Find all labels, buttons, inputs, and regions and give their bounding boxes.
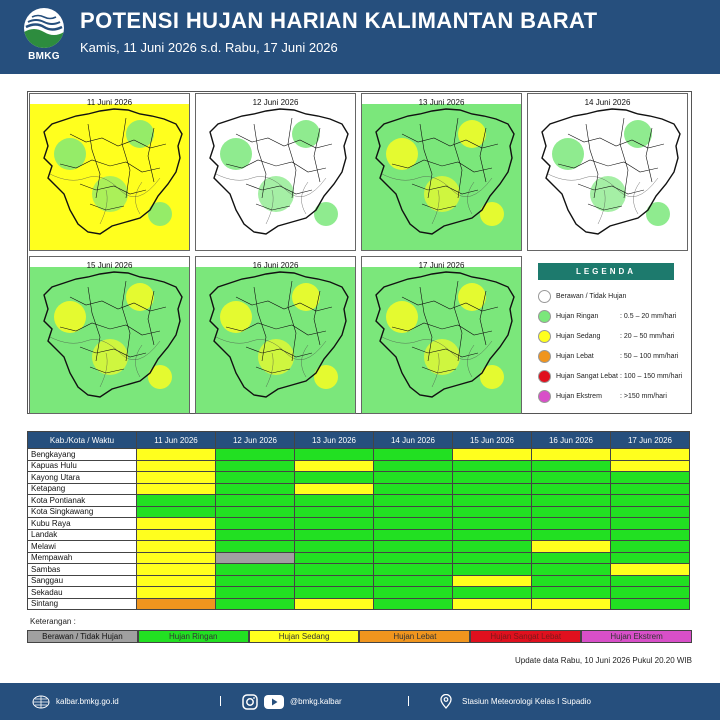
province-map	[528, 94, 688, 251]
rain-level-cell	[295, 587, 374, 599]
rain-level-cell	[374, 564, 453, 576]
table-header-row	[28, 432, 690, 449]
legend-item	[538, 330, 688, 344]
rain-level-cell	[532, 506, 611, 518]
table-header-date: 15 Jun 2026	[453, 432, 532, 449]
rain-level-cell	[137, 529, 216, 541]
rain-level-cell	[216, 529, 295, 541]
footer-social[interactable]	[242, 683, 342, 720]
rain-level-cell	[532, 472, 611, 484]
map-date-label: 15 Juni 2026	[86, 261, 133, 270]
rain-level-cell	[295, 575, 374, 587]
rain-level-cell	[295, 472, 374, 484]
rain-level-cell	[453, 472, 532, 484]
rain-level-cell	[216, 449, 295, 461]
rain-level-cell	[453, 575, 532, 587]
legend-label: Hujan Sedang	[556, 333, 601, 340]
rain-blob	[148, 365, 172, 389]
legend-range: : >150 mm/hari	[620, 393, 667, 400]
update-timestamp: Update data Rabu, 10 Juni 2026 Pukul 20.20 WIB	[514, 656, 692, 665]
keterangan-key	[27, 630, 692, 643]
rain-level-cell	[453, 506, 532, 518]
footer-station	[440, 683, 591, 720]
region-name: Mempawah	[28, 552, 137, 564]
legend-swatch	[538, 310, 551, 323]
bmkg-logo	[20, 8, 68, 66]
map-date-label: 13 Juni 2026	[418, 98, 465, 107]
rain-level-cell	[295, 552, 374, 564]
footer-website-text: kalbar.bmkg.go.id	[56, 697, 119, 706]
region-name: Sanggau	[28, 575, 137, 587]
rain-level-cell	[137, 495, 216, 507]
footer-divider	[220, 696, 221, 706]
rain-blob	[458, 283, 486, 311]
rain-level-cell	[374, 575, 453, 587]
bmkg-logo-emblem	[24, 8, 64, 48]
rain-level-cell	[453, 598, 532, 610]
rain-blob	[480, 202, 504, 226]
map-date-label: 17 Juni 2026	[418, 261, 465, 270]
table-header-region: Kab./Kota / Waktu	[28, 432, 137, 449]
region-name: Kota Singkawang	[28, 506, 137, 518]
rain-level-cell	[216, 564, 295, 576]
forecast-map	[361, 93, 522, 251]
rain-level-cell	[137, 460, 216, 472]
forecast-map	[361, 256, 522, 414]
rain-level-cell	[532, 529, 611, 541]
legend-label: Hujan Sangat Lebat	[556, 373, 618, 380]
rain-level-cell	[216, 506, 295, 518]
rain-level-cell	[532, 587, 611, 599]
rain-level-cell	[137, 598, 216, 610]
forecast-map	[29, 256, 190, 414]
rain-level-cell	[137, 552, 216, 564]
table-header-date: 11 Jun 2026	[137, 432, 216, 449]
table-row	[28, 495, 690, 507]
table-row	[28, 518, 690, 530]
rain-level-cell	[532, 495, 611, 507]
rain-level-cell	[374, 552, 453, 564]
rain-level-cell	[216, 552, 295, 564]
rain-blob	[458, 120, 486, 148]
rain-level-cell	[611, 495, 690, 507]
rain-level-cell	[453, 529, 532, 541]
rain-level-cell	[137, 506, 216, 518]
legend-range: : 0.5 – 20 mm/hari	[620, 313, 677, 320]
rain-level-cell	[137, 518, 216, 530]
page-title: POTENSI HUJAN HARIAN KALIMANTAN BARAT	[80, 8, 598, 33]
rain-level-cell	[295, 564, 374, 576]
keterangan-item: Hujan Sangat Lebat	[470, 630, 581, 643]
rain-level-cell	[453, 552, 532, 564]
rain-level-cell	[374, 449, 453, 461]
rain-level-cell	[532, 598, 611, 610]
forecast-map	[527, 93, 688, 251]
page-subtitle: Kamis, 11 Juni 2026 s.d. Rabu, 17 Juni 2026	[80, 40, 338, 55]
legend-range: : 20 – 50 mm/hari	[620, 333, 675, 340]
rain-blob	[292, 120, 320, 148]
legend-swatch	[538, 390, 551, 403]
province-map	[30, 257, 190, 414]
rain-level-cell	[453, 495, 532, 507]
rain-level-cell	[374, 460, 453, 472]
legend-swatch	[538, 370, 551, 383]
map-date-label: 12 Juni 2026	[252, 98, 299, 107]
rain-blob	[292, 283, 320, 311]
keterangan-label: Keterangan :	[30, 617, 76, 626]
legend-label: Hujan Ekstrem	[556, 393, 602, 400]
table-row	[28, 460, 690, 472]
rain-level-cell	[611, 460, 690, 472]
rain-level-cell	[295, 598, 374, 610]
map-date-label: 14 Juni 2026	[584, 98, 631, 107]
rain-level-cell	[611, 506, 690, 518]
rain-blob	[624, 120, 652, 148]
rain-level-cell	[216, 495, 295, 507]
table-row	[28, 564, 690, 576]
legend-item	[538, 370, 688, 384]
rain-level-cell	[374, 541, 453, 553]
rain-level-cell	[453, 518, 532, 530]
rain-level-cell	[611, 483, 690, 495]
footer-social-text: @bmkg.kalbar	[290, 697, 342, 706]
legend-label: Hujan Lebat	[556, 353, 594, 360]
rain-level-cell	[532, 575, 611, 587]
rain-level-cell	[453, 587, 532, 599]
rain-level-cell	[611, 564, 690, 576]
rain-level-cell	[611, 449, 690, 461]
rain-level-cell	[374, 495, 453, 507]
region-name: Ketapang	[28, 483, 137, 495]
legend-swatch	[538, 350, 551, 363]
rain-blob	[314, 202, 338, 226]
rain-blob	[480, 365, 504, 389]
rain-level-cell	[611, 472, 690, 484]
rain-level-cell	[453, 541, 532, 553]
footer-station-text: Stasiun Meteorologi Kelas I Supadio	[462, 697, 591, 706]
province-map	[362, 257, 522, 414]
region-name: Sekadau	[28, 587, 137, 599]
legend-range: : 100 – 150 mm/hari	[620, 373, 683, 380]
region-name: Kubu Raya	[28, 518, 137, 530]
rain-level-cell	[611, 529, 690, 541]
table-header-date: 17 Jun 2026	[611, 432, 690, 449]
rain-level-cell	[611, 598, 690, 610]
rain-level-cell	[216, 483, 295, 495]
region-name: Melawi	[28, 541, 137, 553]
rain-forecast-table	[27, 431, 690, 610]
table-header-date: 14 Jun 2026	[374, 432, 453, 449]
rain-level-cell	[532, 449, 611, 461]
rain-level-cell	[453, 449, 532, 461]
footer-website[interactable]	[32, 683, 119, 720]
table-row	[28, 506, 690, 518]
province-map	[196, 94, 356, 251]
rain-level-cell	[216, 587, 295, 599]
rain-level-cell	[216, 575, 295, 587]
table-row	[28, 472, 690, 484]
legend-item	[538, 350, 688, 364]
rain-level-cell	[611, 541, 690, 553]
rain-level-cell	[295, 529, 374, 541]
keterangan-item: Hujan Ringan	[138, 630, 249, 643]
rain-level-cell	[532, 552, 611, 564]
rain-level-cell	[216, 598, 295, 610]
table-row	[28, 449, 690, 461]
website-icon	[32, 695, 50, 709]
rain-blob	[646, 202, 670, 226]
table-row	[28, 552, 690, 564]
province-map	[196, 257, 356, 414]
rain-level-cell	[216, 518, 295, 530]
rain-level-cell	[216, 541, 295, 553]
region-name: Landak	[28, 529, 137, 541]
rain-level-cell	[216, 472, 295, 484]
rain-level-cell	[137, 449, 216, 461]
rain-level-cell	[295, 460, 374, 472]
region-name: Sintang	[28, 598, 137, 610]
rain-level-cell	[374, 587, 453, 599]
footer-bar	[0, 683, 720, 720]
forecast-map	[195, 93, 356, 251]
legend-item	[538, 390, 688, 404]
youtube-icon	[264, 695, 284, 709]
rain-level-cell	[532, 483, 611, 495]
rain-level-cell	[374, 472, 453, 484]
legend-item	[538, 290, 688, 304]
province-map	[362, 94, 522, 251]
legend-swatch	[538, 290, 551, 303]
region-name: Kayong Utara	[28, 472, 137, 484]
keterangan-item: Hujan Sedang	[249, 630, 360, 643]
rain-blob	[126, 120, 154, 148]
map-date-label: 16 Juni 2026	[252, 261, 299, 270]
rain-level-cell	[137, 587, 216, 599]
forecast-map	[29, 93, 190, 251]
keterangan-item: Berawan / Tidak Hujan	[27, 630, 138, 643]
region-name: Kapuas Hulu	[28, 460, 137, 472]
rain-blob	[126, 283, 154, 311]
table-row	[28, 529, 690, 541]
table-header-date: 16 Jun 2026	[532, 432, 611, 449]
legend-range: : 50 – 100 mm/hari	[620, 353, 679, 360]
table-row	[28, 598, 690, 610]
rain-level-cell	[295, 449, 374, 461]
region-name: Bengkayang	[28, 449, 137, 461]
rain-level-cell	[532, 541, 611, 553]
table-row	[28, 587, 690, 599]
header-bar	[0, 0, 720, 74]
rain-level-cell	[374, 598, 453, 610]
rain-level-cell	[611, 518, 690, 530]
table-header-date: 13 Jun 2026	[295, 432, 374, 449]
rain-level-cell	[374, 518, 453, 530]
table-header-date: 12 Jun 2026	[216, 432, 295, 449]
region-name: Kota Pontianak	[28, 495, 137, 507]
region-name: Sambas	[28, 564, 137, 576]
forecast-map	[195, 256, 356, 414]
rain-level-cell	[532, 518, 611, 530]
rain-level-cell	[295, 518, 374, 530]
rain-level-cell	[374, 506, 453, 518]
rain-blob	[148, 202, 172, 226]
rain-blob	[314, 365, 338, 389]
table-row	[28, 483, 690, 495]
keterangan-item: Hujan Lebat	[359, 630, 470, 643]
rain-level-cell	[453, 460, 532, 472]
rain-level-cell	[216, 460, 295, 472]
rain-level-cell	[453, 564, 532, 576]
map-date-label: 11 Juni 2026	[86, 98, 133, 107]
legend-label: Hujan Ringan	[556, 313, 599, 320]
rain-level-cell	[137, 472, 216, 484]
rain-level-cell	[137, 575, 216, 587]
rain-level-cell	[611, 552, 690, 564]
instagram-icon	[242, 694, 258, 710]
keterangan-item: Hujan Ekstrem	[581, 630, 692, 643]
rain-level-cell	[295, 506, 374, 518]
rain-level-cell	[295, 495, 374, 507]
legend-item	[538, 310, 688, 324]
table-row	[28, 575, 690, 587]
rain-level-cell	[532, 564, 611, 576]
logo-text: BMKG	[28, 51, 60, 62]
rain-level-cell	[137, 541, 216, 553]
rain-level-cell	[374, 529, 453, 541]
legend-title: LEGENDA	[538, 263, 674, 280]
legend-swatch	[538, 330, 551, 343]
legend-label: Berawan / Tidak Hujan	[556, 293, 627, 300]
rain-level-cell	[137, 483, 216, 495]
rain-level-cell	[611, 587, 690, 599]
rain-level-cell	[295, 483, 374, 495]
rain-level-cell	[453, 483, 532, 495]
rain-level-cell	[611, 575, 690, 587]
rain-level-cell	[137, 564, 216, 576]
footer-divider	[408, 696, 409, 706]
table-row	[28, 541, 690, 553]
location-pin-icon	[440, 694, 452, 709]
rain-level-cell	[374, 483, 453, 495]
rain-level-cell	[532, 460, 611, 472]
rain-level-cell	[295, 541, 374, 553]
province-map	[30, 94, 190, 251]
